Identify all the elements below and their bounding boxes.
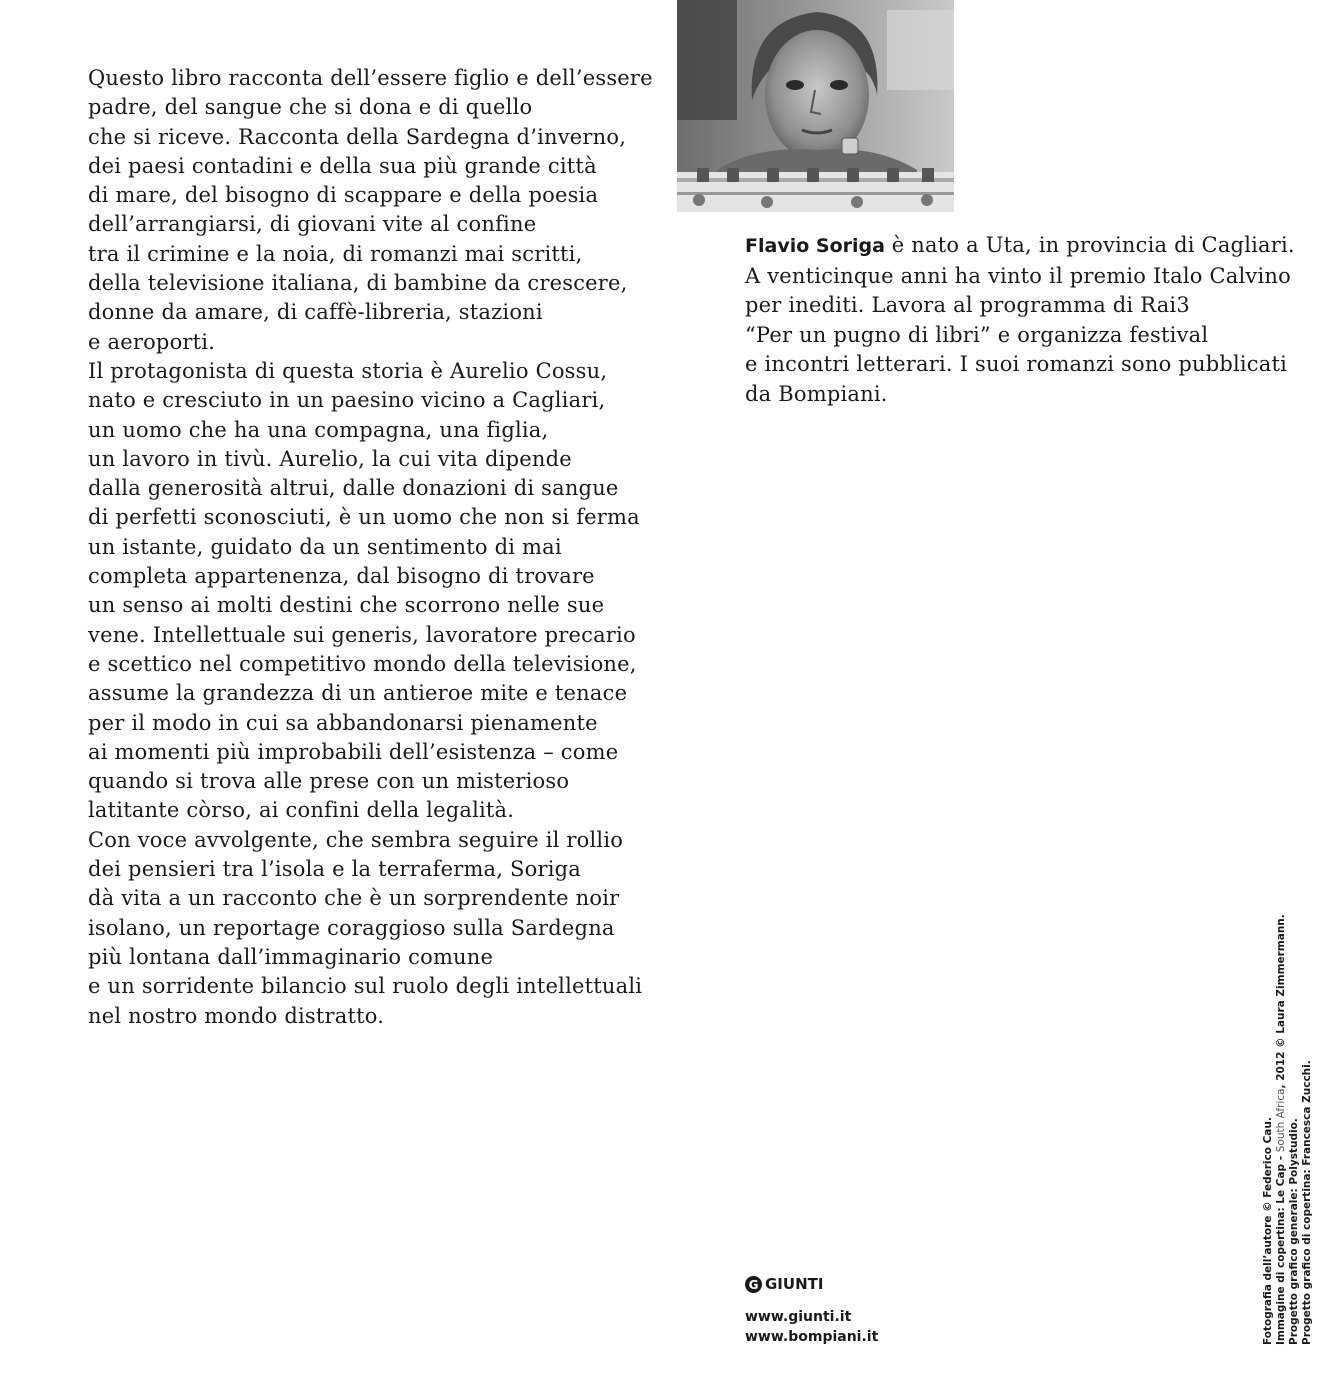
blurb-line: assume la grandezza di un antieroe mite e tenace [88, 681, 628, 706]
blurb-line: un uomo che ha una compagna, una figlia, [88, 417, 549, 442]
publisher-urls [745, 1307, 878, 1347]
bio-first-line-text: è nato a Uta, in provincia di Cagliari. [884, 233, 1295, 257]
blurb-line: quando si trova alle prese con un misterioso [88, 769, 570, 794]
blurb-line: latitante còrso, ai confini della legalità. [88, 798, 515, 823]
blurb-line: Con voce avvolgente, che sembra seguire il rollio [88, 827, 624, 852]
bio-line: da Bompiani. [745, 381, 888, 406]
blurb-line: dei pensieri tra l’isola e la terraferma, Soriga [88, 857, 581, 882]
blurb-line: dalla generosità altrui, dalle donazioni di sangue [88, 476, 619, 501]
blurb-line: e un sorridente bilancio sul ruolo degli intellettuali [88, 974, 643, 999]
cover-image-prefix: Immagine di copertina: Le Cap - [1275, 1152, 1287, 1345]
blurb-line: della televisione italiana, di bambine da crescere, [88, 271, 628, 296]
book-blurb [88, 64, 653, 1031]
blurb-line: nel nostro mondo distratto. [88, 1003, 385, 1028]
author-bio [745, 231, 1305, 409]
blurb-line: di mare, del bisogno di scappare e della poesia [88, 183, 599, 208]
blurb-line: dell’arrangiarsi, di giovani vite al confine [88, 212, 537, 237]
design-credit: Progetto grafico generale: Polystudio. [1288, 1118, 1300, 1345]
logo-letter: G [748, 1277, 759, 1292]
bio-line: A venticinque anni ha vinto il premio Italo Calvino [745, 263, 1291, 288]
blurb-line: un lavoro in tivù. Aurelio, la cui vita dipende [88, 446, 572, 471]
blurb-line: più lontana dall’immaginario comune [88, 944, 494, 969]
cover-image-place: South Africa [1275, 1088, 1287, 1153]
blurb-line: e aeroporti. [88, 329, 216, 354]
bio-line: e incontri letterari. I suoi romanzi sono pubblicati [745, 352, 1288, 376]
bio-line: per inediti. Lavora al programma di Rai3 [745, 293, 1190, 317]
bio-first-line [745, 231, 1305, 262]
author-photo [677, 0, 954, 212]
publisher-logo [745, 1275, 823, 1293]
blurb-line: tra il crimine e la noia, di romanzi mai scritti, [88, 241, 583, 266]
photo-credit: Fotografia dell’autore © Federico Cau. [1262, 1117, 1274, 1345]
blurb-line: Questo libro racconta dell’essere figlio e dell’essere [88, 66, 653, 90]
blurb-line: Il protagonista di questa storia è Aurelio Cossu, [88, 358, 608, 383]
blurb-line: ai momenti più improbabili dell’esistenza – come [88, 739, 619, 764]
blurb-line: un istante, guidato da un sentimento di mai [88, 534, 562, 559]
bompiani-link[interactable]: www.bompiani.it [745, 1329, 879, 1345]
blurb-line: completa appartenenza, dal bisogno di trovare [88, 564, 595, 589]
publisher-name: GIUNTI [765, 1275, 824, 1293]
blurb-line: padre, del sangue che si dona e di quello [88, 95, 533, 120]
giunti-link[interactable]: www.giunti.it [745, 1309, 852, 1325]
blurb-line: dà vita a un racconto che è un sorprendente noir [88, 886, 620, 911]
cover-credits [1262, 914, 1314, 1345]
blurb-line: che si riceve. Racconta della Sardegna d’inverno, [88, 124, 627, 149]
blurb-line: un senso ai molti destini che scorrono nelle sue [88, 593, 605, 618]
cover-design-credit: Progetto grafico di copertina: Francesca Zucchi. [1301, 1060, 1313, 1345]
bio-line: “Per un pugno di libri” e organizza festival [745, 322, 1209, 347]
blurb-line: nato e cresciuto in un paesino vicino a Cagliari, [88, 388, 606, 413]
blurb-line: donne da amare, di caffè-libreria, stazioni [88, 300, 543, 325]
blurb-line: dei paesi contadini e della sua più grande città [88, 153, 597, 178]
cover-image-suffix: , 2012 © Laura Zimmermann. [1275, 914, 1287, 1089]
giunti-logo-icon [745, 1276, 762, 1293]
blurb-line: e scettico nel competitivo mondo della televisione, [88, 651, 637, 676]
blurb-line: isolano, un reportage coraggioso sulla Sardegna [88, 915, 615, 940]
blurb-line: per il modo in cui sa abbandonarsi pienamente [88, 710, 598, 735]
blurb-line: di perfetti sconosciuti, è un uomo che non si ferma [88, 505, 640, 530]
cover-image-credit [1275, 914, 1288, 1345]
blurb-line: vene. Intellettuale sui generis, lavoratore precario [88, 622, 636, 647]
author-name: Flavio Soriga [745, 235, 885, 257]
